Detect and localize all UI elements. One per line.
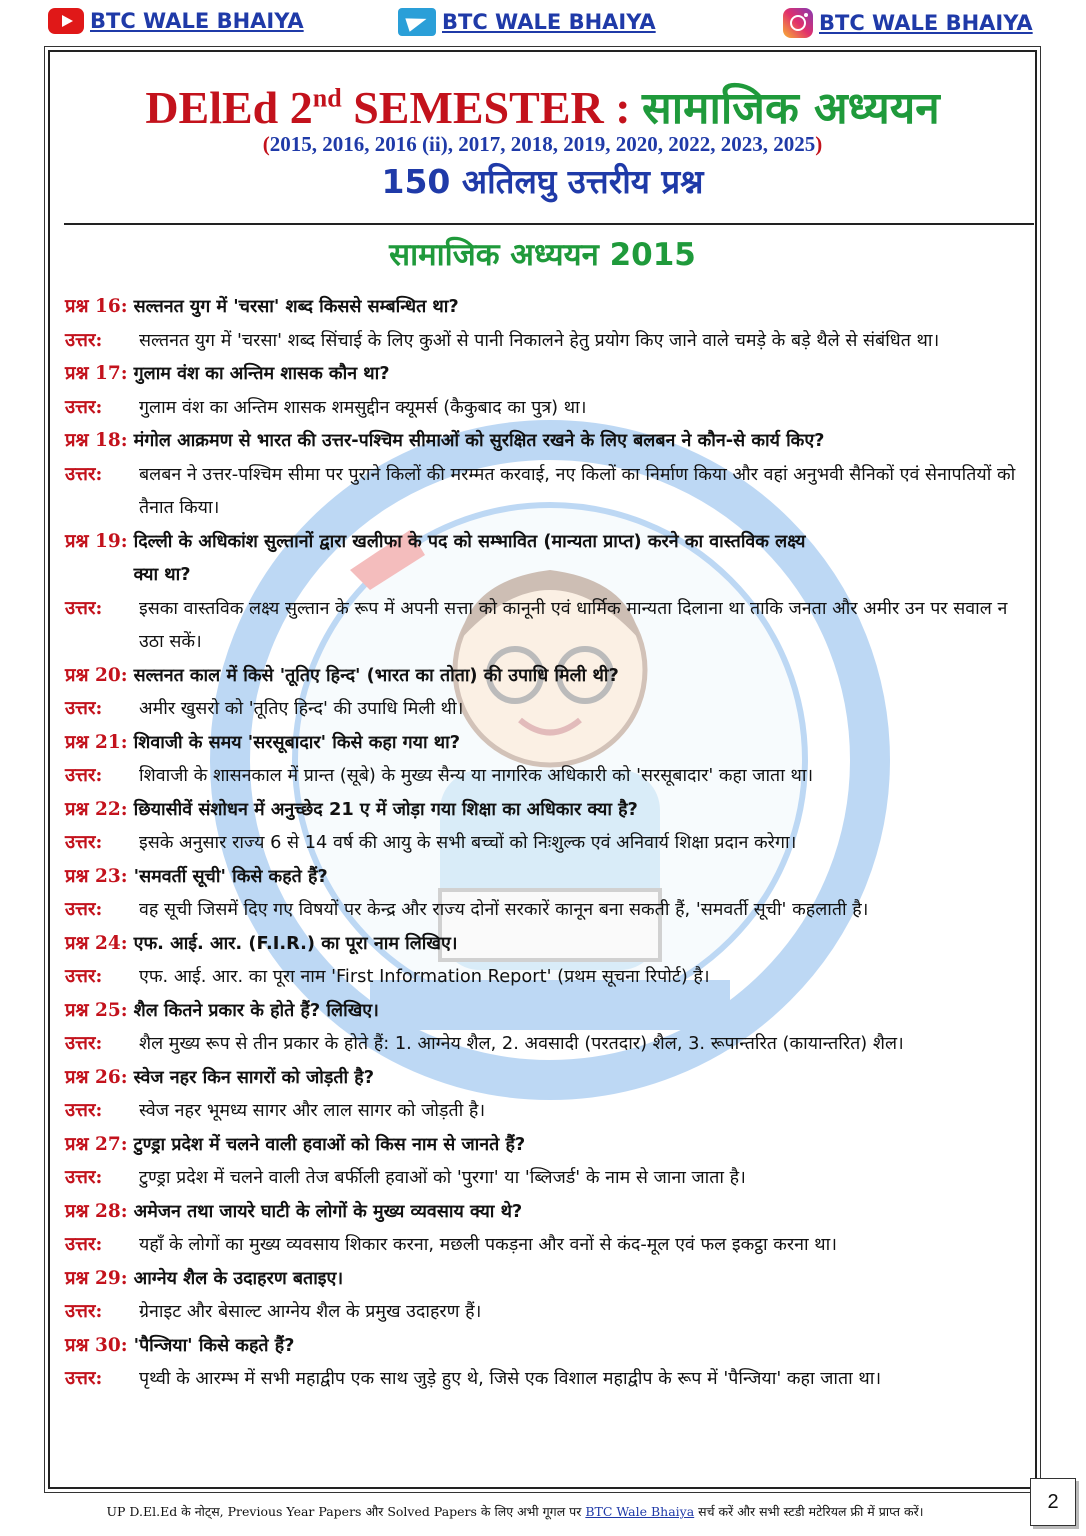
question-row — [65, 1128, 1025, 1162]
answer-text: सल्तनत युग में 'चरसा' शब्द सिंचाई के लिए कुओं से पानी निकालने हेतु प्रयोग किए जाने वाले चमड़े के बड़े थैले से संबंधित था। — [139, 329, 940, 351]
question-row — [65, 860, 1025, 894]
title-divider — [64, 223, 1034, 225]
answer-row — [65, 458, 1025, 525]
question-text: सल्तनत युग में 'चरसा' शब्द किससे सम्बन्धित था? — [133, 296, 459, 317]
answer-row — [65, 960, 1025, 994]
title-english-rest: SEMESTER — [341, 82, 604, 133]
question-text: शिवाजी के समय 'सरसूबादार' किसे कहा गया था? — [133, 731, 461, 753]
exam-years — [48, 132, 1037, 157]
telegram-label: BTC WALE BHAIYA — [442, 10, 656, 34]
question-text: आग्नेय शैल के उदाहरण बताइए। — [133, 1267, 344, 1289]
answer-label: उत्तर: — [65, 1167, 103, 1188]
social-header — [0, 0, 1086, 46]
question-label: प्रश्न 30: — [65, 1334, 128, 1356]
answer-label: उत्तर: — [65, 329, 103, 351]
question-text: गुलाम वंश का अन्तिम शासक कौन था? — [133, 363, 390, 384]
footer-text-after: सर्च करें और सभी स्टडी मटेरियल फ्री में प्राप्त करें। — [694, 1504, 924, 1519]
page-title — [48, 76, 1037, 136]
answer-label: उत्तर: — [65, 1234, 103, 1255]
question-label: प्रश्न 23: — [65, 865, 128, 887]
footer-text — [0, 1503, 1030, 1520]
question-text: स्वेज नहर किन सागरों को जोड़ती है? — [133, 1066, 375, 1088]
question-label: प्रश्न 16: — [65, 296, 128, 317]
answer-label: उत्तर: — [65, 1100, 103, 1121]
title-english: DElEd 2 — [145, 82, 313, 133]
answer-label: उत्तर: — [65, 1301, 103, 1322]
answer-label: उत्तर: — [65, 765, 103, 786]
question-label: प्रश्न 21: — [65, 731, 128, 753]
page-content — [48, 50, 1037, 1489]
question-row — [65, 290, 1025, 324]
question-row — [65, 726, 1025, 760]
question-row — [65, 424, 1025, 458]
answer-text: बलबन ने उत्तर-पश्चिम सीमा पर पुराने किलों की मरम्मत करवाई, नए किलों का निर्माण किया और वहां अनुभवी सैनिकों एवं सेनापतियों को तैनात किया। — [139, 463, 1016, 518]
answer-row — [65, 1295, 1025, 1329]
question-label: प्रश्न 26: — [65, 1066, 128, 1088]
answer-row — [65, 759, 1025, 793]
section-title: सामाजिक अध्ययन 2015 — [389, 237, 696, 273]
question-row-continued — [65, 558, 1025, 592]
question-text: मंगोल आक्रमण से भारत की उत्तर-पश्चिम सीमाओं को सुरक्षित रखने के लिए बलबन ने कौन-से कार्य किए? — [133, 430, 825, 451]
youtube-label: BTC WALE BHAIYA — [90, 9, 304, 33]
question-row — [65, 659, 1025, 693]
answer-label: उत्तर: — [65, 966, 103, 987]
answer-label: उत्तर: — [65, 1368, 103, 1389]
answer-row — [65, 826, 1025, 860]
title-hindi: सामाजिक अध्ययन — [642, 83, 940, 134]
answer-label: उत्तर: — [65, 396, 103, 418]
question-label: प्रश्न 22: — [65, 798, 128, 820]
answer-row — [65, 592, 1025, 659]
answer-text: शैल मुख्य रूप से तीन प्रकार के होते हैं: 1. आग्नेय शैल, 2. अवसादी (परतदार) शैल, 3. रूपान्तरित (कायान्तरित) शैल। — [139, 1033, 904, 1054]
answer-text: इसका वास्तविक लक्ष्य सुल्तान के रूप में अपनी सत्ता को कानूनी एवं धार्मिक मान्यता दिलाना था ताकि जनता और अमीर उन पर सवाल न उठा सकें। — [139, 597, 1008, 652]
question-text: टुण्ड्रा प्रदेश में चलने वाली हवाओं को किस नाम से जानते हैं? — [133, 1133, 526, 1155]
question-text: सल्तनत काल में किसे 'तूतिए हिन्द' (भारत का तोता) की उपाधि मिली थी? — [133, 664, 619, 686]
answer-row — [65, 893, 1025, 927]
answer-row — [65, 692, 1025, 726]
question-text: छियासीवें संशोधन में अनुच्छेद 21 ए में जोड़ा गया शिक्षा का अधिकार क्या है? — [133, 798, 638, 820]
question-text-continued: क्या था? — [133, 564, 191, 585]
question-text: 'पैन्जिया' किसे कहते हैं? — [133, 1334, 295, 1356]
answer-text: इसके अनुसार राज्य 6 से 14 वर्ष की आयु के सभी बच्चों को निःशुल्क एवं अनिवार्य शिक्षा प्रदान करेगा। — [139, 832, 797, 853]
answer-text: अमीर खुसरो को 'तूतिए हिन्द' की उपाधि मिली थी। — [139, 698, 464, 719]
answer-row — [65, 324, 1025, 358]
answer-label: उत्तर: — [65, 597, 103, 619]
youtube-link[interactable] — [48, 8, 304, 34]
answer-label: उत्तर: — [65, 1033, 103, 1054]
question-row — [65, 793, 1025, 827]
years-open-paren: ( — [262, 132, 270, 156]
answer-row — [65, 1161, 1025, 1195]
question-label: प्रश्न 27: — [65, 1133, 128, 1155]
answer-label: उत्तर: — [65, 463, 103, 485]
question-row — [65, 1329, 1025, 1363]
telegram-link[interactable] — [398, 8, 656, 36]
question-label: प्रश्न 25: — [65, 999, 128, 1021]
instagram-link[interactable] — [783, 8, 1033, 38]
question-label: प्रश्न 18: — [65, 430, 128, 451]
question-row — [65, 525, 1025, 559]
question-text: शैल कितने प्रकार के होते हैं? लिखिए। — [133, 999, 379, 1021]
question-label: प्रश्न 20: — [65, 664, 128, 686]
title-colon: : — [603, 82, 643, 133]
answer-row — [65, 1094, 1025, 1128]
answer-row — [65, 1362, 1025, 1396]
answer-text: ग्रेनाइट और बेसाल्ट आग्नेय शैल के प्रमुख उदाहरण हैं। — [139, 1301, 482, 1322]
telegram-icon — [398, 8, 436, 36]
answer-row — [65, 391, 1025, 425]
title-superscript: nd — [312, 83, 342, 113]
answer-text: पृथ्वी के आरम्भ में सभी महाद्वीप एक साथ जुड़े हुए थे, जिसे एक विशाल महाद्वीप के रूप में 'पैन्जिया' कहा जाता था। — [139, 1368, 882, 1389]
answer-row — [65, 1228, 1025, 1262]
years-close-paren: ) — [815, 132, 823, 156]
answer-label: उत्तर: — [65, 698, 103, 719]
page-number: 2 — [1030, 1478, 1076, 1526]
years-list: 2015, 2016, 2016 (ii), 2017, 2018, 2019, 2020, 2022, 2023, 2025 — [269, 132, 816, 156]
question-text: 'समवर्ती सूची' किसे कहते हैं? — [133, 865, 328, 887]
question-label: प्रश्न 28: — [65, 1200, 128, 1222]
question-row — [65, 357, 1025, 391]
question-label: प्रश्न 24: — [65, 932, 128, 954]
answer-label: उत्तर: — [65, 832, 103, 853]
question-text: दिल्ली के अधिकांश सुल्तानों द्वारा खलीफा के पद को सम्भावित (मान्यता प्राप्त) करने का वास्तविक लक्ष्य — [133, 530, 806, 552]
answer-text: शिवाजी के शासनकाल में प्रान्त (सूबे) के मुख्य सैन्य या नागरिक अधिकारी को 'सरसूबादार' कहा जाता था। — [139, 765, 814, 786]
answer-text: टुण्ड्रा प्रदेश में चलने वाली तेज बर्फीली हवाओं को 'पुरगा' या 'ब्लिजर्ड' के नाम से जाना जाता है। — [139, 1167, 746, 1188]
question-label: प्रश्न 19: — [65, 530, 128, 552]
footer-link[interactable]: BTC Wale Bhaiya — [585, 1504, 695, 1519]
instagram-icon — [783, 8, 813, 38]
question-row — [65, 994, 1025, 1028]
answer-row — [65, 1027, 1025, 1061]
answer-text: यहाँ के लोगों का मुख्य व्यवसाय शिकार करना, मछली पकड़ना और वनों से कंद-मूल एवं फल इकट्ठा करना था। — [139, 1234, 837, 1255]
question-label: प्रश्न 29: — [65, 1267, 128, 1289]
answer-label: उत्तर: — [65, 899, 103, 920]
instagram-label: BTC WALE BHAIYA — [819, 11, 1033, 35]
question-row — [65, 1061, 1025, 1095]
youtube-icon — [48, 8, 84, 34]
answer-text: एफ. आई. आर. का पूरा नाम 'First Information Report' (प्रथम सूचना रिपोर्ट) है। — [139, 966, 710, 987]
question-text: अमेजन तथा जायरे घाटी के लोगों के मुख्य व्यवसाय क्या थे? — [133, 1200, 523, 1222]
question-row — [65, 1195, 1025, 1229]
footer-text-before: UP D.El.Ed के नोट्स, Previous Year Papers और Solved Papers के लिए अभी गूगल पर — [106, 1504, 586, 1519]
page-subtitle: 150 अतिलघु उत्तरीय प्रश्न — [381, 162, 704, 201]
question-row — [65, 1262, 1025, 1296]
answer-text: वह सूची जिसमें दिए गए विषयों पर केन्द्र और राज्य दोनों सरकारें कानून बना सकती हैं, 'समवर्ती सूची' कहलाती है। — [139, 899, 869, 920]
question-label: प्रश्न 17: — [65, 363, 128, 384]
answer-text: गुलाम वंश का अन्तिम शासक शमसुद्दीन क्यूमर्स (कैकुबाद का पुत्र) था। — [139, 396, 587, 418]
question-text: एफ. आई. आर. (F.I.R.) का पूरा नाम लिखिए। — [133, 932, 458, 954]
question-answer-list — [65, 290, 1025, 1396]
question-row — [65, 927, 1025, 961]
answer-text: स्वेज नहर भूमध्य सागर और लाल सागर को जोड़ती है। — [139, 1100, 486, 1121]
